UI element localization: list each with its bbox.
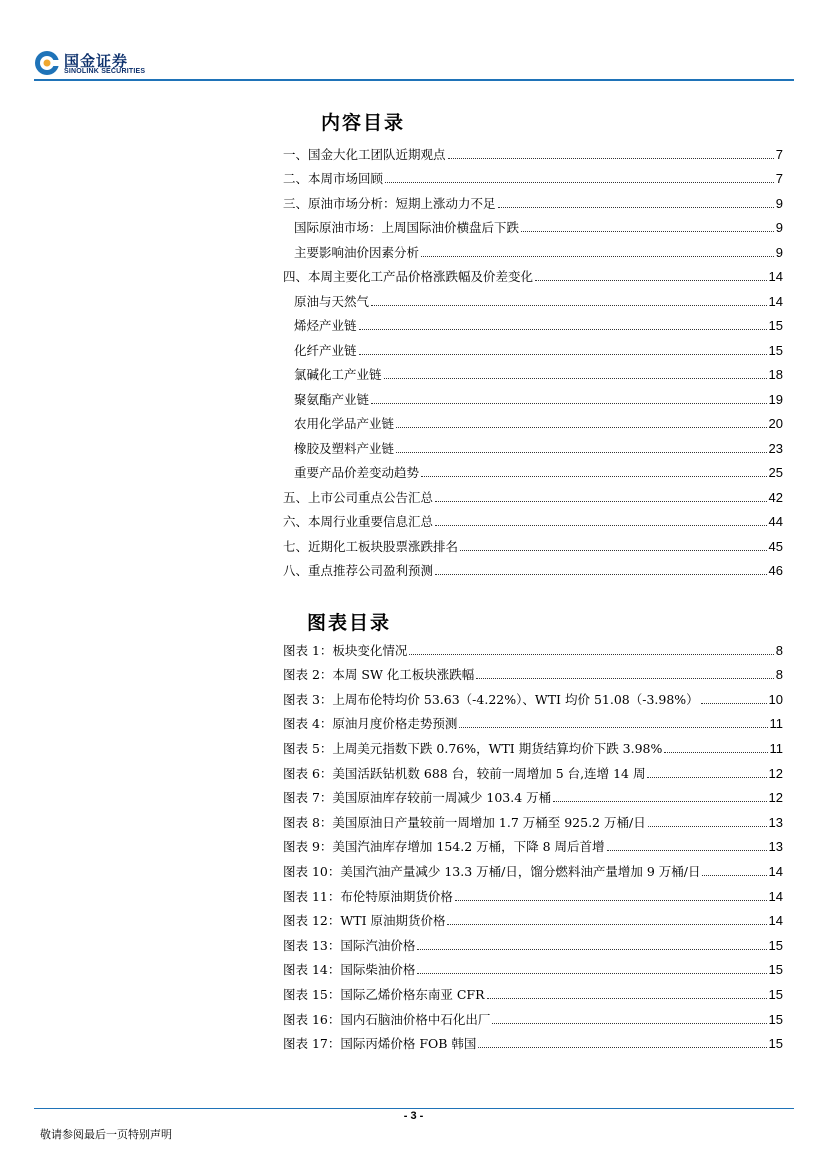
figure-entry[interactable] <box>283 1003 783 1028</box>
table-of-contents <box>283 138 783 579</box>
toc-entry-label: 国际原油市场：上周国际油价横盘后下跌 <box>294 220 520 235</box>
toc-entry[interactable] <box>283 432 783 457</box>
toc-entry[interactable] <box>283 383 783 408</box>
figure-entry-label: 图表 6：美国活跃钻机数 688 台，较前一周增加 5 台,连增 14 周 <box>283 765 646 781</box>
figure-entry-label: 图表 9：美国汽油库存增加 154.2 万桶，下降 8 周后首增 <box>283 839 605 855</box>
toc-entry-page-number: 9 <box>775 244 783 260</box>
toc-entry[interactable] <box>283 457 783 482</box>
dot-leader <box>476 678 773 679</box>
toc-entry-label: 二、本周市场回顾 <box>283 171 384 186</box>
figure-entry-page-number: 13 <box>768 839 783 855</box>
figure-entry[interactable] <box>283 659 783 684</box>
figure-entry[interactable] <box>283 634 783 659</box>
toc-entry-page-number: 7 <box>775 146 783 162</box>
toc-entry-label: 化纤产业链 <box>294 342 357 358</box>
toc-title: 内容目录 <box>321 112 406 134</box>
toc-entry-label: 三、原油市场分析：短期上涨动力不足 <box>283 195 496 211</box>
figure-entry-label: 图表 15：国际乙烯价格东南亚 CFR <box>283 986 485 1002</box>
toc-entry-label: 橡胶及塑料产业链 <box>294 440 395 456</box>
figure-entry-label: 图表 1：板块变化情况 <box>283 642 408 658</box>
toc-entry[interactable] <box>283 555 783 580</box>
figure-entry[interactable] <box>283 732 783 757</box>
figure-entry[interactable] <box>283 806 783 831</box>
toc-entry-label: 一、国金大化工团队近期观点 <box>283 146 446 162</box>
figure-entry-page-number: 12 <box>768 790 783 806</box>
figure-entry-page-number: 8 <box>775 642 783 658</box>
dot-leader <box>435 525 767 526</box>
dot-leader <box>421 256 774 257</box>
dot-leader <box>459 727 767 728</box>
figure-entry[interactable] <box>283 880 783 905</box>
footer-divider <box>34 1108 794 1109</box>
dot-leader <box>648 826 767 827</box>
figure-entry-page-number: 14 <box>768 913 783 929</box>
figure-entry[interactable] <box>283 708 783 733</box>
dot-leader <box>498 207 774 208</box>
figure-entry-page-number: 11 <box>769 740 783 756</box>
figure-entry-label: 图表 16：国内石脑油价格中石化出厂 <box>283 1011 491 1027</box>
header-divider <box>34 79 794 81</box>
figure-entry-label: 图表 5：上周美元指数下跌 0.76%，WTI 期货结算均价下跌 3.98% <box>283 740 663 756</box>
dot-leader <box>701 703 767 704</box>
toc-entry-label: 聚氨酯产业链 <box>294 391 370 407</box>
toc-entry-page-number: 42 <box>768 489 783 505</box>
figure-entry-page-number: 10 <box>768 691 783 707</box>
figure-entry-label: 图表 17：国际丙烯价格 FOB 韩国 <box>283 1036 477 1052</box>
toc-entry-page-number: 9 <box>775 220 783 235</box>
toc-entry[interactable] <box>283 285 783 310</box>
page-header <box>34 44 794 84</box>
figure-entry-page-number: 15 <box>768 1011 783 1027</box>
toc-entry[interactable] <box>283 236 783 261</box>
company-logo <box>34 48 164 80</box>
figure-entry-page-number: 15 <box>768 937 783 953</box>
figure-entry-label: 图表 4：原油月度价格走势预测 <box>283 716 458 732</box>
figure-entry[interactable] <box>283 929 783 954</box>
figure-entry[interactable] <box>283 831 783 856</box>
disclaimer-text: 敬请参阅最后一页特别声明 <box>40 1128 172 1141</box>
figure-entry-page-number: 11 <box>769 716 783 732</box>
dot-leader <box>447 924 766 925</box>
toc-entry-page-number: 18 <box>768 367 783 382</box>
toc-entry-label: 五、上市公司重点公告汇总 <box>283 489 434 505</box>
toc-entry-label: 农用化学品产业链 <box>294 416 395 431</box>
dot-leader <box>384 378 767 379</box>
toc-entry-label: 烯烃产业链 <box>294 318 357 333</box>
figures-title: 图表目录 <box>307 612 392 634</box>
figure-entry-page-number: 8 <box>775 667 783 683</box>
dot-leader <box>492 1023 766 1024</box>
toc-entry-label: 重要产品价差变动趋势 <box>294 465 420 480</box>
dot-leader <box>417 973 766 974</box>
dot-leader <box>460 550 767 551</box>
dot-leader <box>371 305 767 306</box>
dot-leader <box>647 777 766 778</box>
toc-entry[interactable] <box>283 481 783 506</box>
toc-entry-page-number: 46 <box>768 563 783 578</box>
toc-entry-page-number: 19 <box>768 391 783 407</box>
figure-entry[interactable] <box>283 978 783 1003</box>
dot-leader <box>702 875 766 876</box>
dot-leader <box>435 501 767 502</box>
figure-entry-page-number: 15 <box>768 986 783 1002</box>
toc-entry[interactable] <box>283 163 783 188</box>
toc-entry-page-number: 7 <box>775 171 783 186</box>
toc-entry[interactable] <box>283 310 783 335</box>
toc-entry-page-number: 15 <box>768 342 783 358</box>
figure-entry-page-number: 13 <box>768 814 783 830</box>
dot-leader <box>396 452 767 453</box>
toc-entry[interactable] <box>283 261 783 286</box>
dot-leader <box>553 801 766 802</box>
figure-entry-label: 图表 14：国际柴油价格 <box>283 962 416 978</box>
dot-leader <box>535 280 767 281</box>
dot-leader <box>396 427 767 428</box>
logo-mark-icon <box>34 50 60 76</box>
figure-entry[interactable] <box>283 683 783 708</box>
figure-entry-label: 图表 2：本周 SW 化工板块涨跌幅 <box>283 667 475 683</box>
toc-entry-label: 主要影响油价因素分析 <box>294 244 420 260</box>
toc-entry-label: 六、本周行业重要信息汇总 <box>283 514 434 529</box>
toc-entry-page-number: 9 <box>775 195 783 211</box>
figure-entry[interactable] <box>283 757 783 782</box>
toc-entry-page-number: 23 <box>768 440 783 456</box>
toc-entry-label: 四、本周主要化工产品价格涨跌幅及价差变化 <box>283 269 534 284</box>
toc-entry[interactable] <box>283 408 783 433</box>
figure-entry-label: 图表 13：国际汽油价格 <box>283 937 416 953</box>
toc-entry[interactable] <box>283 506 783 531</box>
figure-entry[interactable] <box>283 782 783 807</box>
figures-list <box>283 634 783 1052</box>
figure-entry-label: 图表 11：布伦特原油期货价格 <box>283 888 453 904</box>
dot-leader <box>487 998 767 999</box>
toc-entry[interactable] <box>283 187 783 212</box>
logo-chinese-name: 国金证券 <box>64 52 129 70</box>
figure-entry[interactable] <box>283 905 783 930</box>
figure-entry-page-number: 15 <box>768 962 783 978</box>
toc-entry-page-number: 44 <box>768 514 783 529</box>
figure-entry-label: 图表 7：美国原油库存较前一周减少 103.4 万桶 <box>283 790 552 806</box>
toc-entry-label: 氯碱化工产业链 <box>294 367 382 382</box>
figure-entry[interactable] <box>283 1028 783 1053</box>
dot-leader <box>607 850 767 851</box>
figure-entry-page-number: 12 <box>768 765 783 781</box>
figure-entry-page-number: 15 <box>768 1036 783 1052</box>
dot-leader <box>359 329 767 330</box>
toc-entry-label: 七、近期化工板块股票涨跌排名 <box>283 538 459 554</box>
dot-leader <box>385 182 774 183</box>
toc-entry-page-number: 14 <box>768 269 783 284</box>
toc-entry-page-number: 45 <box>768 538 783 554</box>
dot-leader <box>478 1047 766 1048</box>
figure-entry-label: 图表 10：美国汽油产量减少 13.3 万桶/日，馏分燃料油产量增加 9 万桶/日 <box>283 863 701 879</box>
figure-entry-page-number: 14 <box>768 863 783 879</box>
figure-entry-page-number: 14 <box>768 888 783 904</box>
dot-leader <box>359 354 767 355</box>
dot-leader <box>421 476 767 477</box>
toc-entry[interactable] <box>283 138 783 163</box>
figure-entry[interactable] <box>283 855 783 880</box>
dot-leader <box>455 900 767 901</box>
toc-entry-page-number: 14 <box>768 293 783 309</box>
dot-leader <box>435 574 767 575</box>
dot-leader <box>417 949 766 950</box>
dot-leader <box>448 158 774 159</box>
toc-entry[interactable] <box>283 212 783 237</box>
figure-entry-label: 图表 3：上周布伦特均价 53.63（-4.22%）、WTI 均价 51.08（-3.98%） <box>283 691 699 707</box>
toc-entry-label: 八、重点推荐公司盈利预测 <box>283 563 434 578</box>
dot-leader <box>521 231 774 232</box>
toc-entry-page-number: 15 <box>768 318 783 333</box>
logo-english-name: SINOLINK SECURITIES <box>64 68 146 75</box>
toc-entry[interactable] <box>283 359 783 384</box>
figure-entry-label: 图表 12：WTI 原油期货价格 <box>283 913 446 929</box>
toc-entry[interactable] <box>283 334 783 359</box>
toc-entry-label: 原油与天然气 <box>294 293 370 309</box>
figure-entry[interactable] <box>283 954 783 979</box>
toc-entry-page-number: 20 <box>768 416 783 431</box>
toc-entry[interactable] <box>283 530 783 555</box>
page-number: - 3 - <box>403 1110 424 1122</box>
toc-entry-page-number: 25 <box>768 465 783 480</box>
dot-leader <box>664 752 767 753</box>
figure-entry-label: 图表 8：美国原油日产量较前一周增加 1.7 万桶至 925.2 万桶/日 <box>283 814 646 830</box>
dot-leader <box>409 654 773 655</box>
dot-leader <box>371 403 767 404</box>
